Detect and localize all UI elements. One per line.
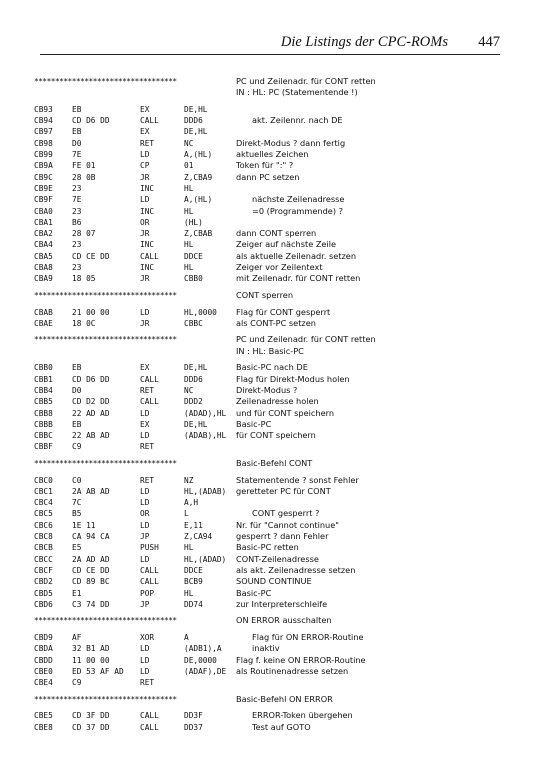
mnemonic: CALL (140, 374, 159, 384)
address: CBD6 (34, 599, 53, 609)
opcode-bytes: 23 (72, 240, 82, 250)
code-line (34, 632, 504, 643)
line-comment: dann CONT sperren (236, 228, 317, 239)
routine-header-row (34, 694, 504, 705)
address: CBC5 (34, 509, 53, 519)
address: CBE0 (34, 666, 53, 676)
opcode-bytes: 22 AB AD (72, 431, 110, 441)
code-line (34, 115, 504, 126)
address: CBB1 (34, 374, 53, 384)
operand: (ADB1),A (184, 644, 222, 654)
operand: DD3F (184, 711, 203, 721)
line-comment: Statementende ? sonst Fehler (236, 474, 359, 485)
line-comment: Test auf GOTO (252, 721, 311, 732)
address: CBBB (34, 419, 53, 429)
code-line (34, 542, 504, 553)
operand: DDD6 (184, 116, 203, 126)
opcode-bytes: D0 (72, 385, 82, 395)
separator-stars: ********************************** (34, 77, 177, 86)
running-title: Die Listings der CPC-ROMs (280, 34, 448, 50)
opcode-bytes: D0 (72, 138, 82, 148)
mnemonic: LD (140, 150, 150, 160)
line-comment: Flag f. keine ON ERROR-Routine (236, 654, 366, 665)
code-line (34, 160, 504, 171)
routine-header-row (34, 346, 504, 357)
code-line (34, 497, 504, 508)
mnemonic: EX (140, 127, 150, 137)
address: CBA8 (34, 263, 53, 273)
address: CBE4 (34, 678, 53, 688)
operand: HL,0000 (184, 307, 217, 317)
code-line (34, 419, 504, 430)
opcode-bytes: 28 07 (72, 229, 96, 239)
code-line (34, 655, 504, 666)
opcode-bytes: FE 01 (72, 161, 96, 171)
opcode-bytes: EB (72, 363, 82, 373)
address: CB98 (34, 138, 53, 148)
address: CB94 (34, 116, 53, 126)
operand: Z,CBA9 (184, 172, 213, 182)
mnemonic: LD (140, 520, 150, 530)
routine-block (34, 290, 504, 329)
address: CBC6 (34, 520, 53, 530)
mnemonic: RET (140, 138, 155, 148)
code-line (34, 273, 504, 284)
code-line (34, 307, 504, 318)
opcode-bytes: CD 3F DD (72, 711, 110, 721)
mnemonic: JR (140, 318, 150, 328)
mnemonic: LD (140, 644, 150, 654)
mnemonic: JR (140, 274, 150, 284)
address: CBE5 (34, 711, 53, 721)
address: CBA1 (34, 217, 53, 227)
address: CBBC (34, 431, 53, 441)
mnemonic: OR (140, 509, 150, 519)
address: CBBF (34, 442, 53, 452)
mnemonic: CP (140, 161, 150, 171)
line-comment: =0 (Programmende) ? (252, 205, 343, 216)
mnemonic: EX (140, 363, 150, 373)
opcode-bytes: 2A AB AD (72, 486, 110, 496)
code-line (34, 396, 504, 407)
operand: (ADAB),HL (184, 431, 227, 441)
address: CBC8 (34, 532, 53, 542)
code-line (34, 183, 504, 194)
routine-header-text: ON ERROR ausschalten (236, 615, 332, 626)
opcode-bytes: 23 (72, 206, 82, 216)
address: CBCC (34, 554, 53, 564)
operand: A,(HL) (184, 150, 213, 160)
operand: HL,(ADAB) (184, 486, 227, 496)
mnemonic: JR (140, 172, 150, 182)
opcode-bytes: ED 53 AF AD (72, 666, 124, 676)
mnemonic: LD (140, 498, 150, 508)
line-comment: und für CONT speichern (236, 407, 335, 418)
line-comment: Basic-PC (236, 587, 272, 598)
mnemonic: INC (140, 206, 155, 216)
mnemonic: RET (140, 442, 155, 452)
routine-block (34, 615, 504, 688)
operand: DE,0000 (184, 655, 217, 665)
operand: A,H (184, 498, 199, 508)
opcode-bytes: CD CE DD (72, 565, 110, 575)
operand: DDD2 (184, 397, 203, 407)
code-line (34, 362, 504, 373)
address: CBB0 (34, 363, 53, 373)
line-comment: CONT-Zeilenadresse (236, 553, 319, 564)
code-line (34, 206, 504, 217)
operand: HL (184, 263, 194, 273)
code-line (34, 251, 504, 262)
address: CBCB (34, 543, 53, 553)
operand: NC (184, 138, 194, 148)
routine-header-text: IN : HL: PC (Statementende !) (236, 87, 358, 98)
operand: DE,HL (184, 104, 208, 114)
code-line (34, 408, 504, 419)
opcode-bytes: 2A AD AD (72, 554, 110, 564)
address: CBA0 (34, 206, 53, 216)
line-comment: Basic-PC (236, 418, 272, 429)
operand: E,11 (184, 520, 203, 530)
address: CB9E (34, 183, 53, 193)
mnemonic: LD (140, 195, 150, 205)
mnemonic: INC (140, 183, 155, 193)
code-line (34, 374, 504, 385)
operand: DE,HL (184, 419, 208, 429)
operand: L (184, 509, 189, 519)
operand: DE,HL (184, 127, 208, 137)
address: CBA5 (34, 251, 53, 261)
line-comment: nächste Zeilenadresse (252, 194, 345, 205)
opcode-bytes: C9 (72, 678, 82, 688)
code-line (34, 385, 504, 396)
separator-stars: ********************************** (34, 290, 177, 300)
code-line (34, 475, 504, 486)
mnemonic: CALL (140, 565, 159, 575)
line-comment: Basic-PC nach DE (236, 362, 308, 373)
mnemonic: CALL (140, 116, 159, 126)
code-line (34, 599, 504, 610)
mnemonic: OR (140, 217, 150, 227)
code-line (34, 217, 504, 228)
routine-header-row (34, 615, 504, 626)
separator-stars: ********************************** (34, 694, 177, 704)
address: CB99 (34, 150, 53, 160)
opcode-bytes: 21 00 00 (72, 307, 110, 317)
code-line (34, 710, 504, 721)
address: CB9F (34, 195, 53, 205)
line-comment: Zeiger vor Zeilentext (236, 262, 323, 273)
routine-block (34, 458, 504, 610)
code-line (34, 588, 504, 599)
operand: DD37 (184, 722, 203, 732)
address: CBC1 (34, 486, 53, 496)
mnemonic: LD (140, 408, 150, 418)
operand: (HL) (184, 217, 203, 227)
routine-header-text: Basic-Befehl CONT (236, 457, 313, 468)
operand: BCB9 (184, 577, 203, 587)
mnemonic: LD (140, 307, 150, 317)
mnemonic: JP (140, 599, 150, 609)
code-line (34, 239, 504, 250)
mnemonic: JP (140, 532, 150, 542)
line-comment: als CONT-PC setzen (236, 317, 316, 328)
opcode-bytes: 18 05 (72, 274, 96, 284)
code-line (34, 666, 504, 677)
opcode-bytes: EB (72, 127, 82, 137)
line-comment: SOUND CONTINUE (236, 576, 312, 587)
routine-header-text: PC und Zeilenadr. für CONT retten (236, 76, 376, 86)
operand: HL (184, 588, 194, 598)
code-line (34, 126, 504, 137)
line-comment: Direkt-Modus ? (236, 384, 298, 395)
operand: HL (184, 240, 194, 250)
opcode-bytes: 18 0C (72, 318, 96, 328)
routine-header-text: IN : HL: Basic-PC (236, 345, 304, 356)
mnemonic: LD (140, 554, 150, 564)
mnemonic: JR (140, 229, 150, 239)
address: CBE8 (34, 722, 53, 732)
opcode-bytes: 23 (72, 183, 82, 193)
mnemonic: INC (140, 240, 155, 250)
operand: HL (184, 543, 194, 553)
address: CBD5 (34, 588, 53, 598)
operand: HL (184, 183, 194, 193)
operand: (ADAD),HL (184, 408, 227, 418)
opcode-bytes: CD 89 BC (72, 577, 110, 587)
separator-stars: ********************************** (34, 335, 177, 345)
address: CBA2 (34, 229, 53, 239)
code-line (34, 565, 504, 576)
operand: HL (184, 206, 194, 216)
address: CB93 (34, 104, 53, 114)
code-line (34, 104, 504, 115)
operand: A,(HL) (184, 195, 213, 205)
opcode-bytes: C9 (72, 442, 82, 452)
line-comment: aktuelles Zeichen (236, 149, 309, 160)
address: CBC0 (34, 475, 53, 485)
operand: CBB0 (184, 274, 203, 284)
line-comment: Zeiger auf nächste Zeile (236, 239, 337, 250)
code-line (34, 531, 504, 542)
code-line (34, 643, 504, 654)
line-comment: Token für ":" ? (236, 160, 294, 171)
routine-header-text: CONT sperren (236, 289, 294, 300)
mnemonic: CALL (140, 251, 159, 261)
opcode-bytes: CD CE DD (72, 251, 110, 261)
operand: DE,HL (184, 363, 208, 373)
address: CBDD (34, 655, 53, 665)
operand: 01 (184, 161, 194, 171)
opcode-bytes: 23 (72, 263, 82, 273)
opcode-bytes: E5 (72, 543, 82, 553)
opcode-bytes: EB (72, 419, 82, 429)
routine-header-text: Basic-Befehl ON ERROR (236, 693, 333, 704)
code-line (34, 172, 504, 183)
address: CBA9 (34, 274, 53, 284)
operand: DDD6 (184, 374, 203, 384)
address: CBB8 (34, 408, 53, 418)
mnemonic: PUSH (140, 543, 159, 553)
mnemonic: LD (140, 486, 150, 496)
mnemonic: CALL (140, 397, 159, 407)
opcode-bytes: AF (72, 633, 82, 643)
opcode-bytes: 7E (72, 150, 82, 160)
mnemonic: XOR (140, 633, 155, 643)
line-comment: inaktiv (252, 643, 280, 654)
line-comment: zur Interpreterschleife (236, 598, 328, 609)
address: CBC4 (34, 498, 53, 508)
line-comment: für CONT speichern (236, 430, 316, 441)
opcode-bytes: CA 94 CA (72, 532, 110, 542)
routine-header-text: PC und Zeilenadr. für CONT retten (236, 334, 376, 345)
code-line (34, 430, 504, 441)
mnemonic: CALL (140, 711, 159, 721)
code-line (34, 576, 504, 587)
code-line (34, 508, 504, 519)
line-comment: Basic-PC retten (236, 542, 299, 553)
operand: A (184, 633, 189, 643)
mnemonic: INC (140, 263, 155, 273)
code-line (34, 318, 504, 329)
opcode-bytes: CD D6 DD (72, 374, 110, 384)
routine-header-row (34, 76, 504, 87)
routine-block (34, 334, 504, 452)
page-number: 447 (478, 34, 500, 50)
address: CBAB (34, 307, 53, 317)
address: CB9C (34, 172, 53, 182)
mnemonic: RET (140, 678, 155, 688)
operand: (ADAF),DE (184, 666, 227, 676)
address: CBB5 (34, 397, 53, 407)
line-comment: Nr. für "Cannot continue" (236, 519, 340, 530)
mnemonic: LD (140, 655, 150, 665)
opcode-bytes: CD D6 DD (72, 116, 110, 126)
mnemonic: CALL (140, 722, 159, 732)
address: CB9A (34, 161, 53, 171)
routine-block (34, 694, 504, 733)
opcode-bytes: 1E 11 (72, 520, 96, 530)
code-line (34, 554, 504, 565)
routine-header-row (34, 290, 504, 301)
address: CBD9 (34, 633, 53, 643)
running-header (40, 32, 500, 56)
opcode-bytes: 32 B1 AD (72, 644, 110, 654)
mnemonic: EX (140, 104, 150, 114)
opcode-bytes: 28 0B (72, 172, 96, 182)
address: CBD2 (34, 577, 53, 587)
mnemonic: RET (140, 385, 155, 395)
code-line (34, 194, 504, 205)
opcode-bytes: CD D2 DD (72, 397, 110, 407)
address: CBDA (34, 644, 53, 654)
address: CBCF (34, 565, 53, 575)
line-comment: dann PC setzen (236, 171, 300, 182)
address: CBA4 (34, 240, 53, 250)
code-line (34, 486, 504, 497)
code-line (34, 262, 504, 273)
separator-stars: ********************************** (34, 458, 177, 468)
line-comment: als aktuelle Zeilenadr. setzen (236, 250, 357, 261)
line-comment: als Routinenadresse setzen (236, 665, 349, 676)
routine-block (34, 76, 504, 285)
code-line (34, 677, 504, 688)
opcode-bytes: 22 AD AD (72, 408, 110, 418)
mnemonic: LD (140, 666, 150, 676)
operand: NC (184, 385, 194, 395)
opcode-bytes: E1 (72, 588, 82, 598)
opcode-bytes: B5 (72, 509, 82, 519)
operand: Z,CBAB (184, 229, 213, 239)
line-comment: akt. Zeilennr. nach DE (252, 115, 343, 126)
address: CBAE (34, 318, 53, 328)
line-comment: geretteter PC für CONT (236, 485, 331, 496)
line-comment: Zeilenadresse holen (236, 396, 319, 407)
separator-stars: ********************************** (34, 616, 177, 626)
opcode-bytes: EB (72, 104, 82, 114)
line-comment: Flag für ON ERROR-Routine (252, 632, 364, 643)
line-comment: als akt. Zeilenadresse setzen (236, 564, 356, 575)
address: CB97 (34, 127, 53, 137)
mnemonic: EX (140, 419, 150, 429)
operand: Z,CA94 (184, 532, 213, 542)
line-comment: Flag für Direkt-Modus holen (236, 373, 350, 384)
assembly-listing (34, 76, 504, 733)
line-comment: mit Zeilenadr. für CONT retten (236, 273, 361, 284)
mnemonic: LD (140, 431, 150, 441)
operand: DDCE (184, 565, 203, 575)
operand: HL,(ADAD) (184, 554, 227, 564)
operand: CBBC (184, 318, 203, 328)
mnemonic: RET (140, 475, 155, 485)
mnemonic: CALL (140, 577, 159, 587)
code-line (34, 441, 504, 452)
address: CBB4 (34, 385, 53, 395)
header-rule (40, 54, 500, 55)
routine-header-row (34, 334, 504, 345)
operand: NZ (184, 475, 194, 485)
line-comment: gesperrt ? dann Fehler (236, 531, 329, 542)
opcode-bytes: B6 (72, 217, 82, 227)
code-line (34, 228, 504, 239)
routine-header-row (34, 458, 504, 469)
routine-header-row (34, 87, 504, 98)
opcode-bytes: C0 (72, 475, 82, 485)
code-line (34, 138, 504, 149)
code-line (34, 722, 504, 733)
line-comment: ERROR-Token übergehen (252, 710, 353, 721)
operand: DDCE (184, 251, 203, 261)
line-comment: Direkt-Modus ? dann fertig (236, 137, 346, 148)
opcode-bytes: CD 37 DD (72, 722, 110, 732)
line-comment: CONT gesperrt ? (252, 508, 320, 519)
opcode-bytes: 7C (72, 498, 82, 508)
opcode-bytes: 11 00 00 (72, 655, 110, 665)
code-line (34, 520, 504, 531)
operand: DD74 (184, 599, 203, 609)
opcode-bytes: C3 74 DD (72, 599, 110, 609)
mnemonic: POP (140, 588, 155, 598)
opcode-bytes: 7E (72, 195, 82, 205)
code-line (34, 149, 504, 160)
line-comment: Flag für CONT gesperrt (236, 306, 331, 317)
